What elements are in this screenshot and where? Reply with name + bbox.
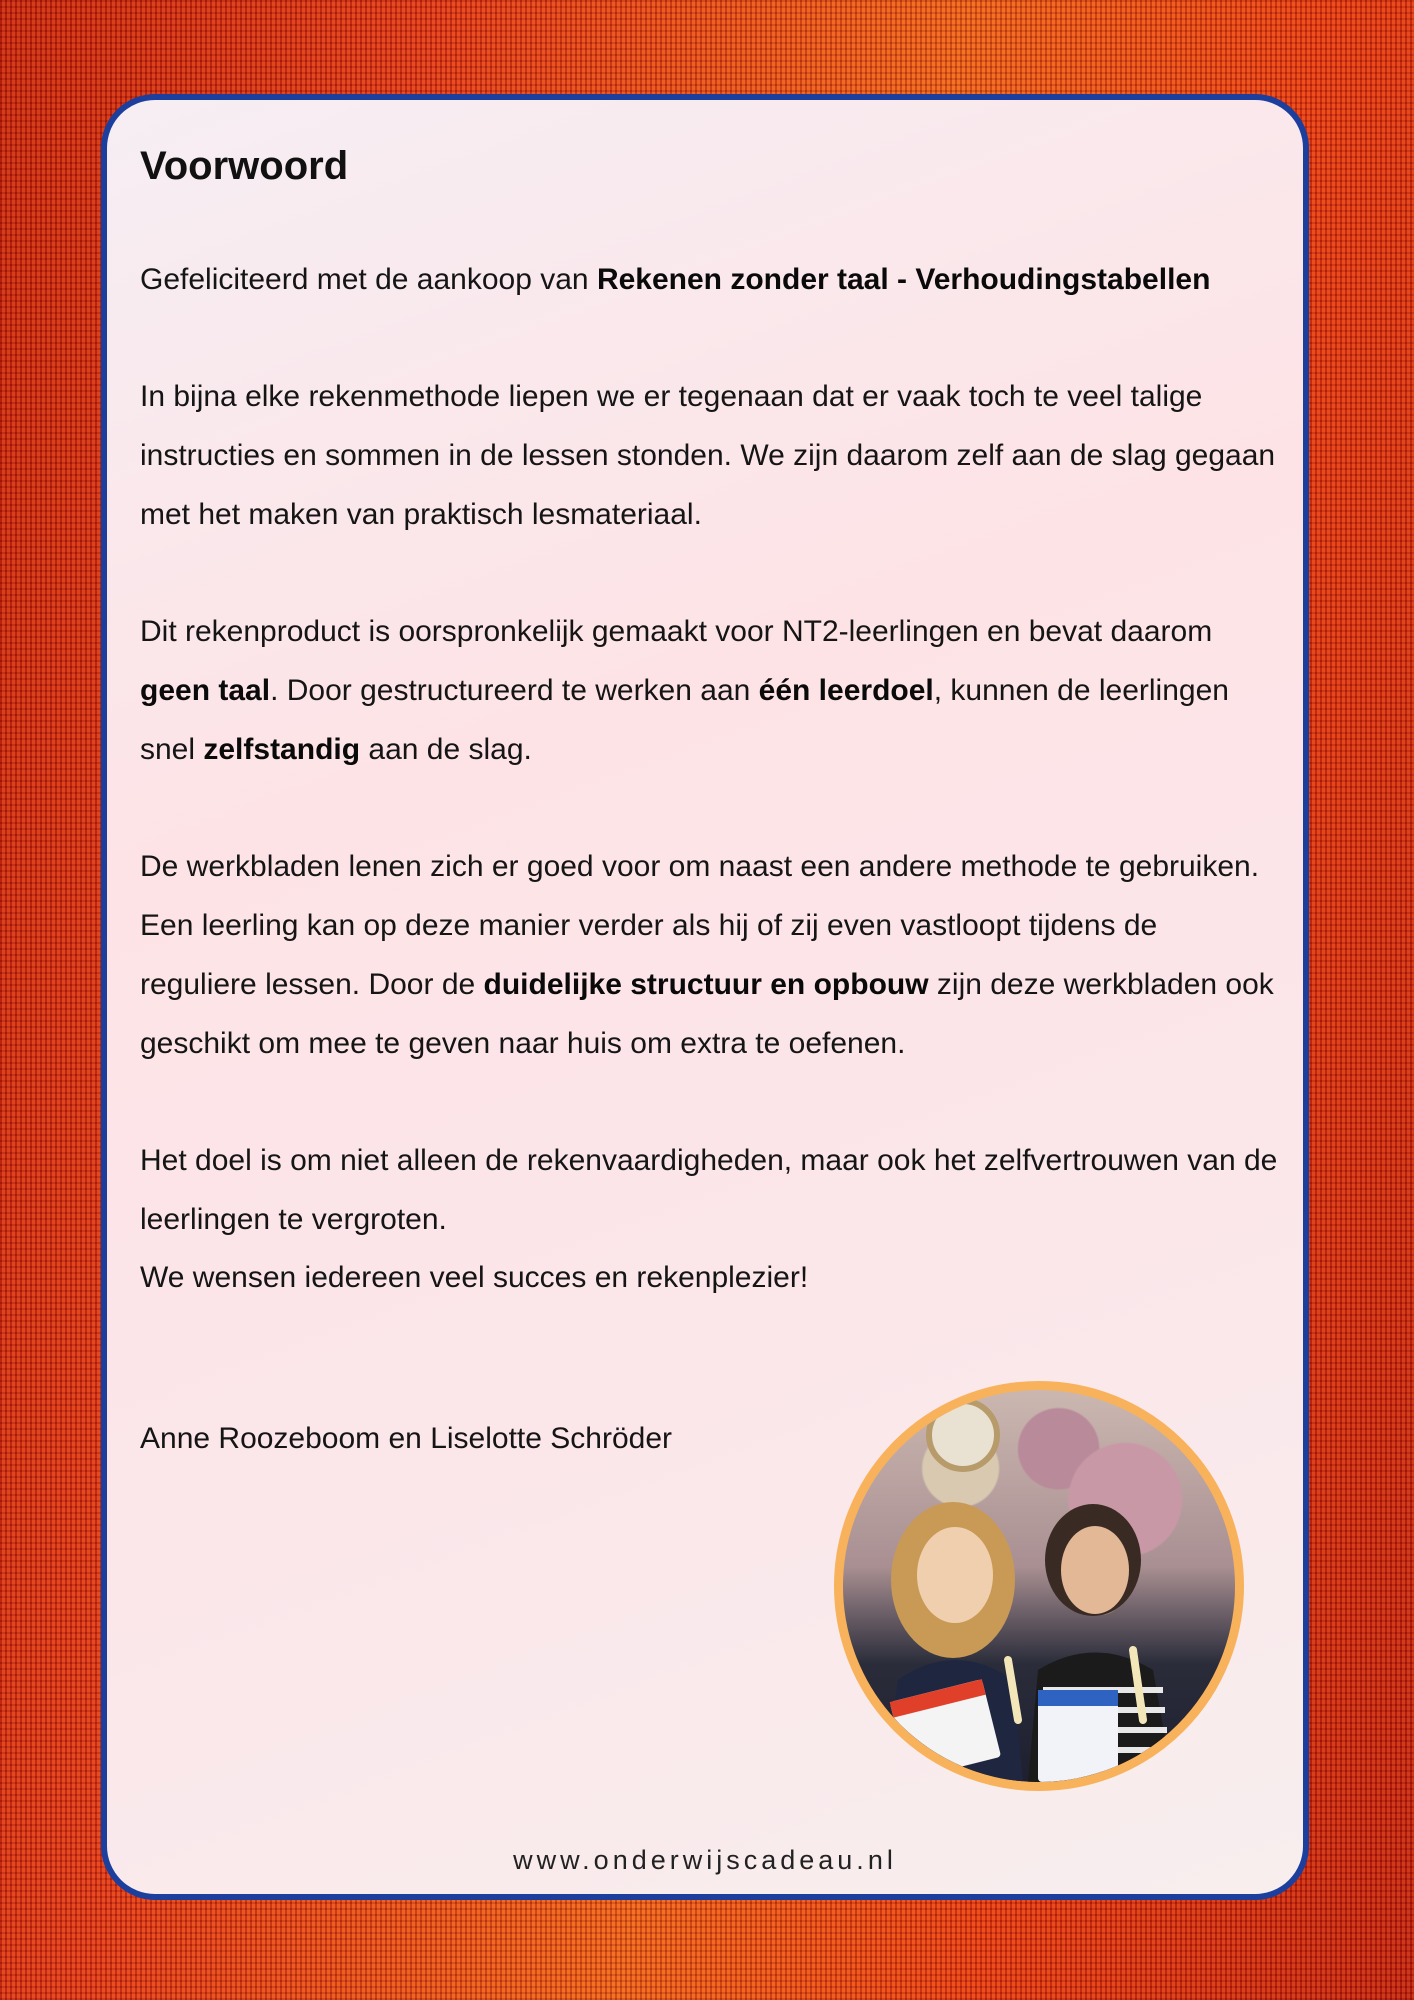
page-title: Voorwoord (140, 144, 349, 188)
paragraph-5: We wensen iedereen veel succes en rekenplezier! (140, 1261, 809, 1294)
intro-paragraph (140, 250, 1280, 309)
intro-text: Gefeliciteerd met de aankoop van (140, 263, 597, 296)
emphasis-structuur: duidelijke structuur en opbouw (483, 968, 929, 1001)
foreword-card (101, 94, 1309, 1900)
author-signature: Anne Roozeboom en Liselotte Schröder (140, 1422, 673, 1455)
paragraph-2-text: Dit rekenproduct is oorspronkelijk gemaakt voor NT2-leerlingen en bevat daarom (140, 615, 1213, 648)
authors-photo (834, 1381, 1244, 1791)
paragraph-2-text: , kunnen de leerlingen snel (140, 674, 1229, 766)
paragraph-2-text: . Door gestructureerd te werken aan (270, 674, 759, 707)
emphasis-geen-taal: geen taal (140, 674, 271, 707)
paragraph-3 (140, 837, 1280, 1073)
authors-photo-illustration (843, 1390, 1235, 1782)
paragraph-1: In bijna elke rekenmethode liepen we er tegenaan dat er vaak toch te veel talige instructies en sommen in de lessen stonden. We zijn daarom zelf aan de slag gegaan met het maken van praktisch lesmateriaal. (140, 380, 1276, 531)
paragraph-3-text: De werkbladen lenen zich er goed voor om naast een andere methode te gebruiken. Een leerling kan op deze manier verder als hij of zij even vastloopt tijdens de reguliere lessen. Door de (140, 850, 1260, 1001)
paragraph-2 (140, 602, 1280, 779)
product-name: Rekenen zonder taal - Verhoudingstabellen (596, 263, 1211, 296)
footer-website-url: www.onderwijscadeau.nl (513, 1845, 897, 1875)
emphasis-leerdoel: één leerdoel (758, 674, 934, 707)
paragraph-3-text: zijn deze werkbladen ook geschikt om mee te geven naar huis om extra te oefenen. (140, 968, 1274, 1060)
paragraph-2-text: aan de slag. (360, 733, 532, 766)
paragraph-4: Het doel is om niet alleen de rekenvaardigheden, maar ook het zelfvertrouwen van de leerlingen te vergroten. (140, 1144, 1278, 1236)
emphasis-zelfstandig: zelfstandig (203, 733, 361, 766)
